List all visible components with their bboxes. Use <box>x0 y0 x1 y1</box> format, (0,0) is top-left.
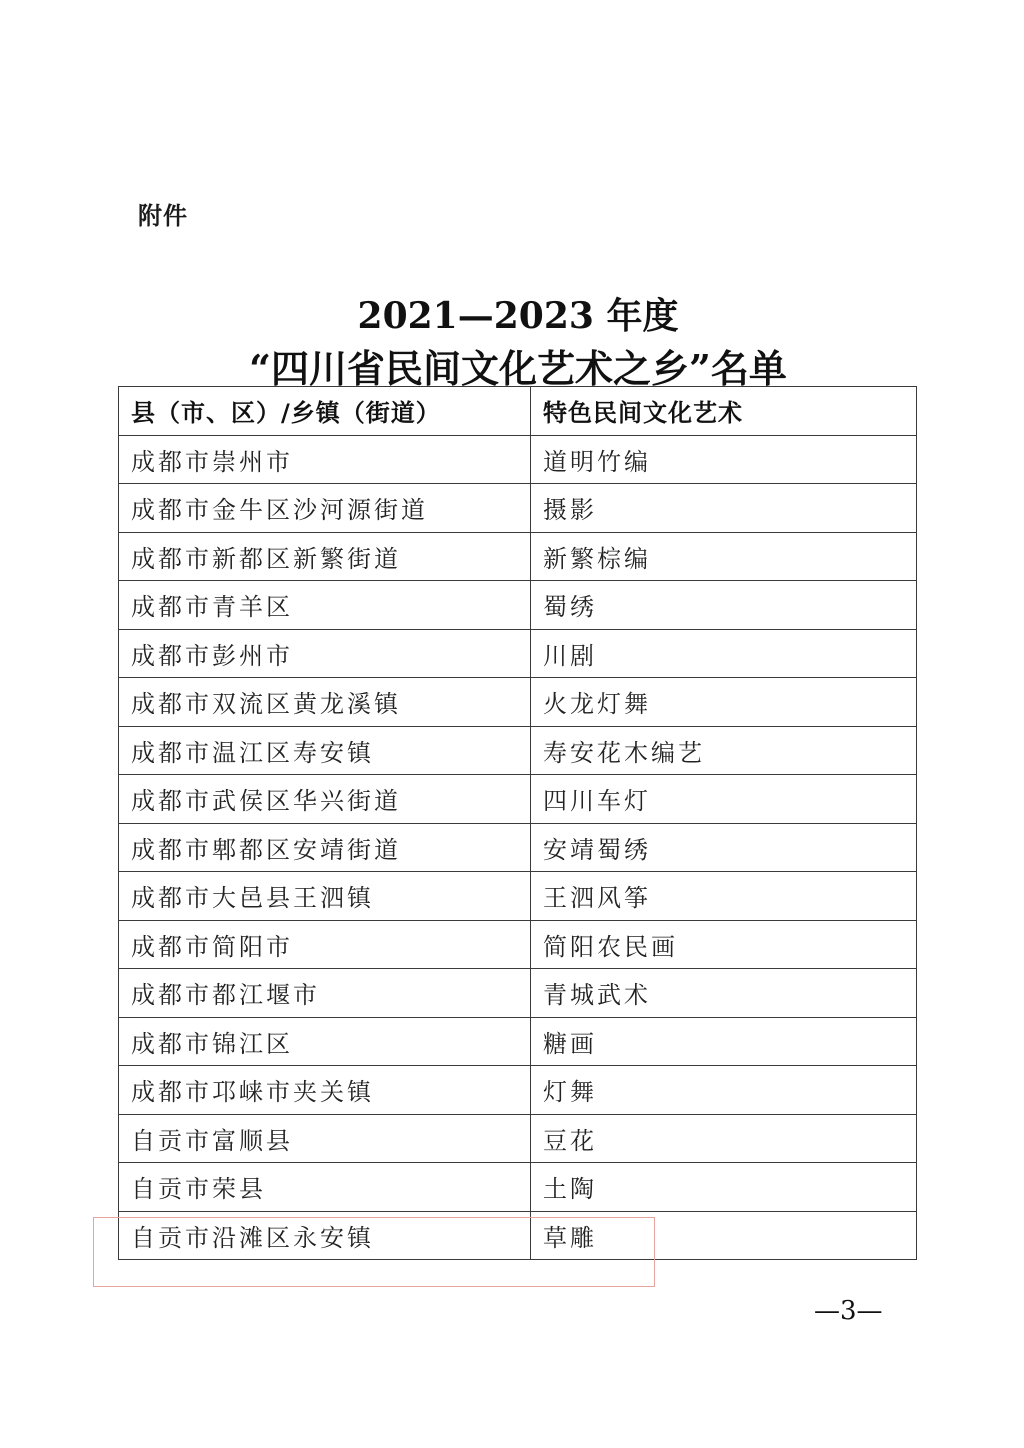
region-cell: 成都市崇州市 <box>119 435 531 484</box>
header-region: 县（市、区）/乡镇（街道） <box>119 387 531 436</box>
table-row <box>119 969 917 1018</box>
art-cell: 青城武术 <box>531 969 917 1018</box>
art-cell: 土陶 <box>531 1163 917 1212</box>
art-cell: 新繁棕编 <box>531 532 917 581</box>
region-cell: 成都市新都区新繁街道 <box>119 532 531 581</box>
table-row <box>119 484 917 533</box>
region-cell: 成都市简阳市 <box>119 920 531 969</box>
art-cell: 火龙灯舞 <box>531 678 917 727</box>
art-cell: 川剧 <box>531 629 917 678</box>
table-row <box>119 581 917 630</box>
page-number: —3— <box>814 1296 883 1326</box>
table-row <box>119 1211 917 1260</box>
art-cell: 王泗风筝 <box>531 872 917 921</box>
art-cell: 安靖蜀绣 <box>531 823 917 872</box>
region-cell: 成都市彭州市 <box>119 629 531 678</box>
region-cell: 成都市郫都区安靖街道 <box>119 823 531 872</box>
region-cell: 成都市武侯区华兴街道 <box>119 775 531 824</box>
table-row <box>119 435 917 484</box>
region-cell: 自贡市富顺县 <box>119 1114 531 1163</box>
art-cell: 糖画 <box>531 1017 917 1066</box>
region-cell: 成都市邛崃市夹关镇 <box>119 1066 531 1115</box>
table-row <box>119 678 917 727</box>
region-cell: 成都市温江区寿安镇 <box>119 726 531 775</box>
table-row <box>119 920 917 969</box>
table-row <box>119 823 917 872</box>
document-title-year: 2021—2023 年度 <box>357 295 679 337</box>
table-row <box>119 726 917 775</box>
art-cell: 道明竹编 <box>531 435 917 484</box>
table-row <box>119 872 917 921</box>
region-cell: 成都市锦江区 <box>119 1017 531 1066</box>
art-cell: 简阳农民画 <box>531 920 917 969</box>
region-cell: 成都市都江堰市 <box>119 969 531 1018</box>
table-row <box>119 1114 917 1163</box>
region-cell: 自贡市荣县 <box>119 1163 531 1212</box>
art-cell: 四川车灯 <box>531 775 917 824</box>
art-cell: 摄影 <box>531 484 917 533</box>
header-art: 特色民间文化艺术 <box>531 387 917 436</box>
art-cell: 豆花 <box>531 1114 917 1163</box>
table-row <box>119 1017 917 1066</box>
table-header-row <box>119 387 917 436</box>
table-row <box>119 629 917 678</box>
art-cell: 蜀绣 <box>531 581 917 630</box>
table-row <box>119 1066 917 1115</box>
region-cell: 成都市青羊区 <box>119 581 531 630</box>
table-row <box>119 775 917 824</box>
art-cell: 灯舞 <box>531 1066 917 1115</box>
art-cell: 草雕 <box>531 1211 917 1260</box>
region-cell: 成都市大邑县王泗镇 <box>119 872 531 921</box>
art-cell: 寿安花木编艺 <box>531 726 917 775</box>
township-list-table <box>118 386 917 1260</box>
region-cell: 自贡市沿滩区永安镇 <box>119 1211 531 1260</box>
attachment-label: 附件 <box>138 202 188 230</box>
region-cell: 成都市双流区黄龙溪镇 <box>119 678 531 727</box>
region-cell: 成都市金牛区沙河源街道 <box>119 484 531 533</box>
table-row <box>119 1163 917 1212</box>
table-row <box>119 532 917 581</box>
document-title-name: “四川省民间文化艺术之乡”名单 <box>249 346 787 391</box>
